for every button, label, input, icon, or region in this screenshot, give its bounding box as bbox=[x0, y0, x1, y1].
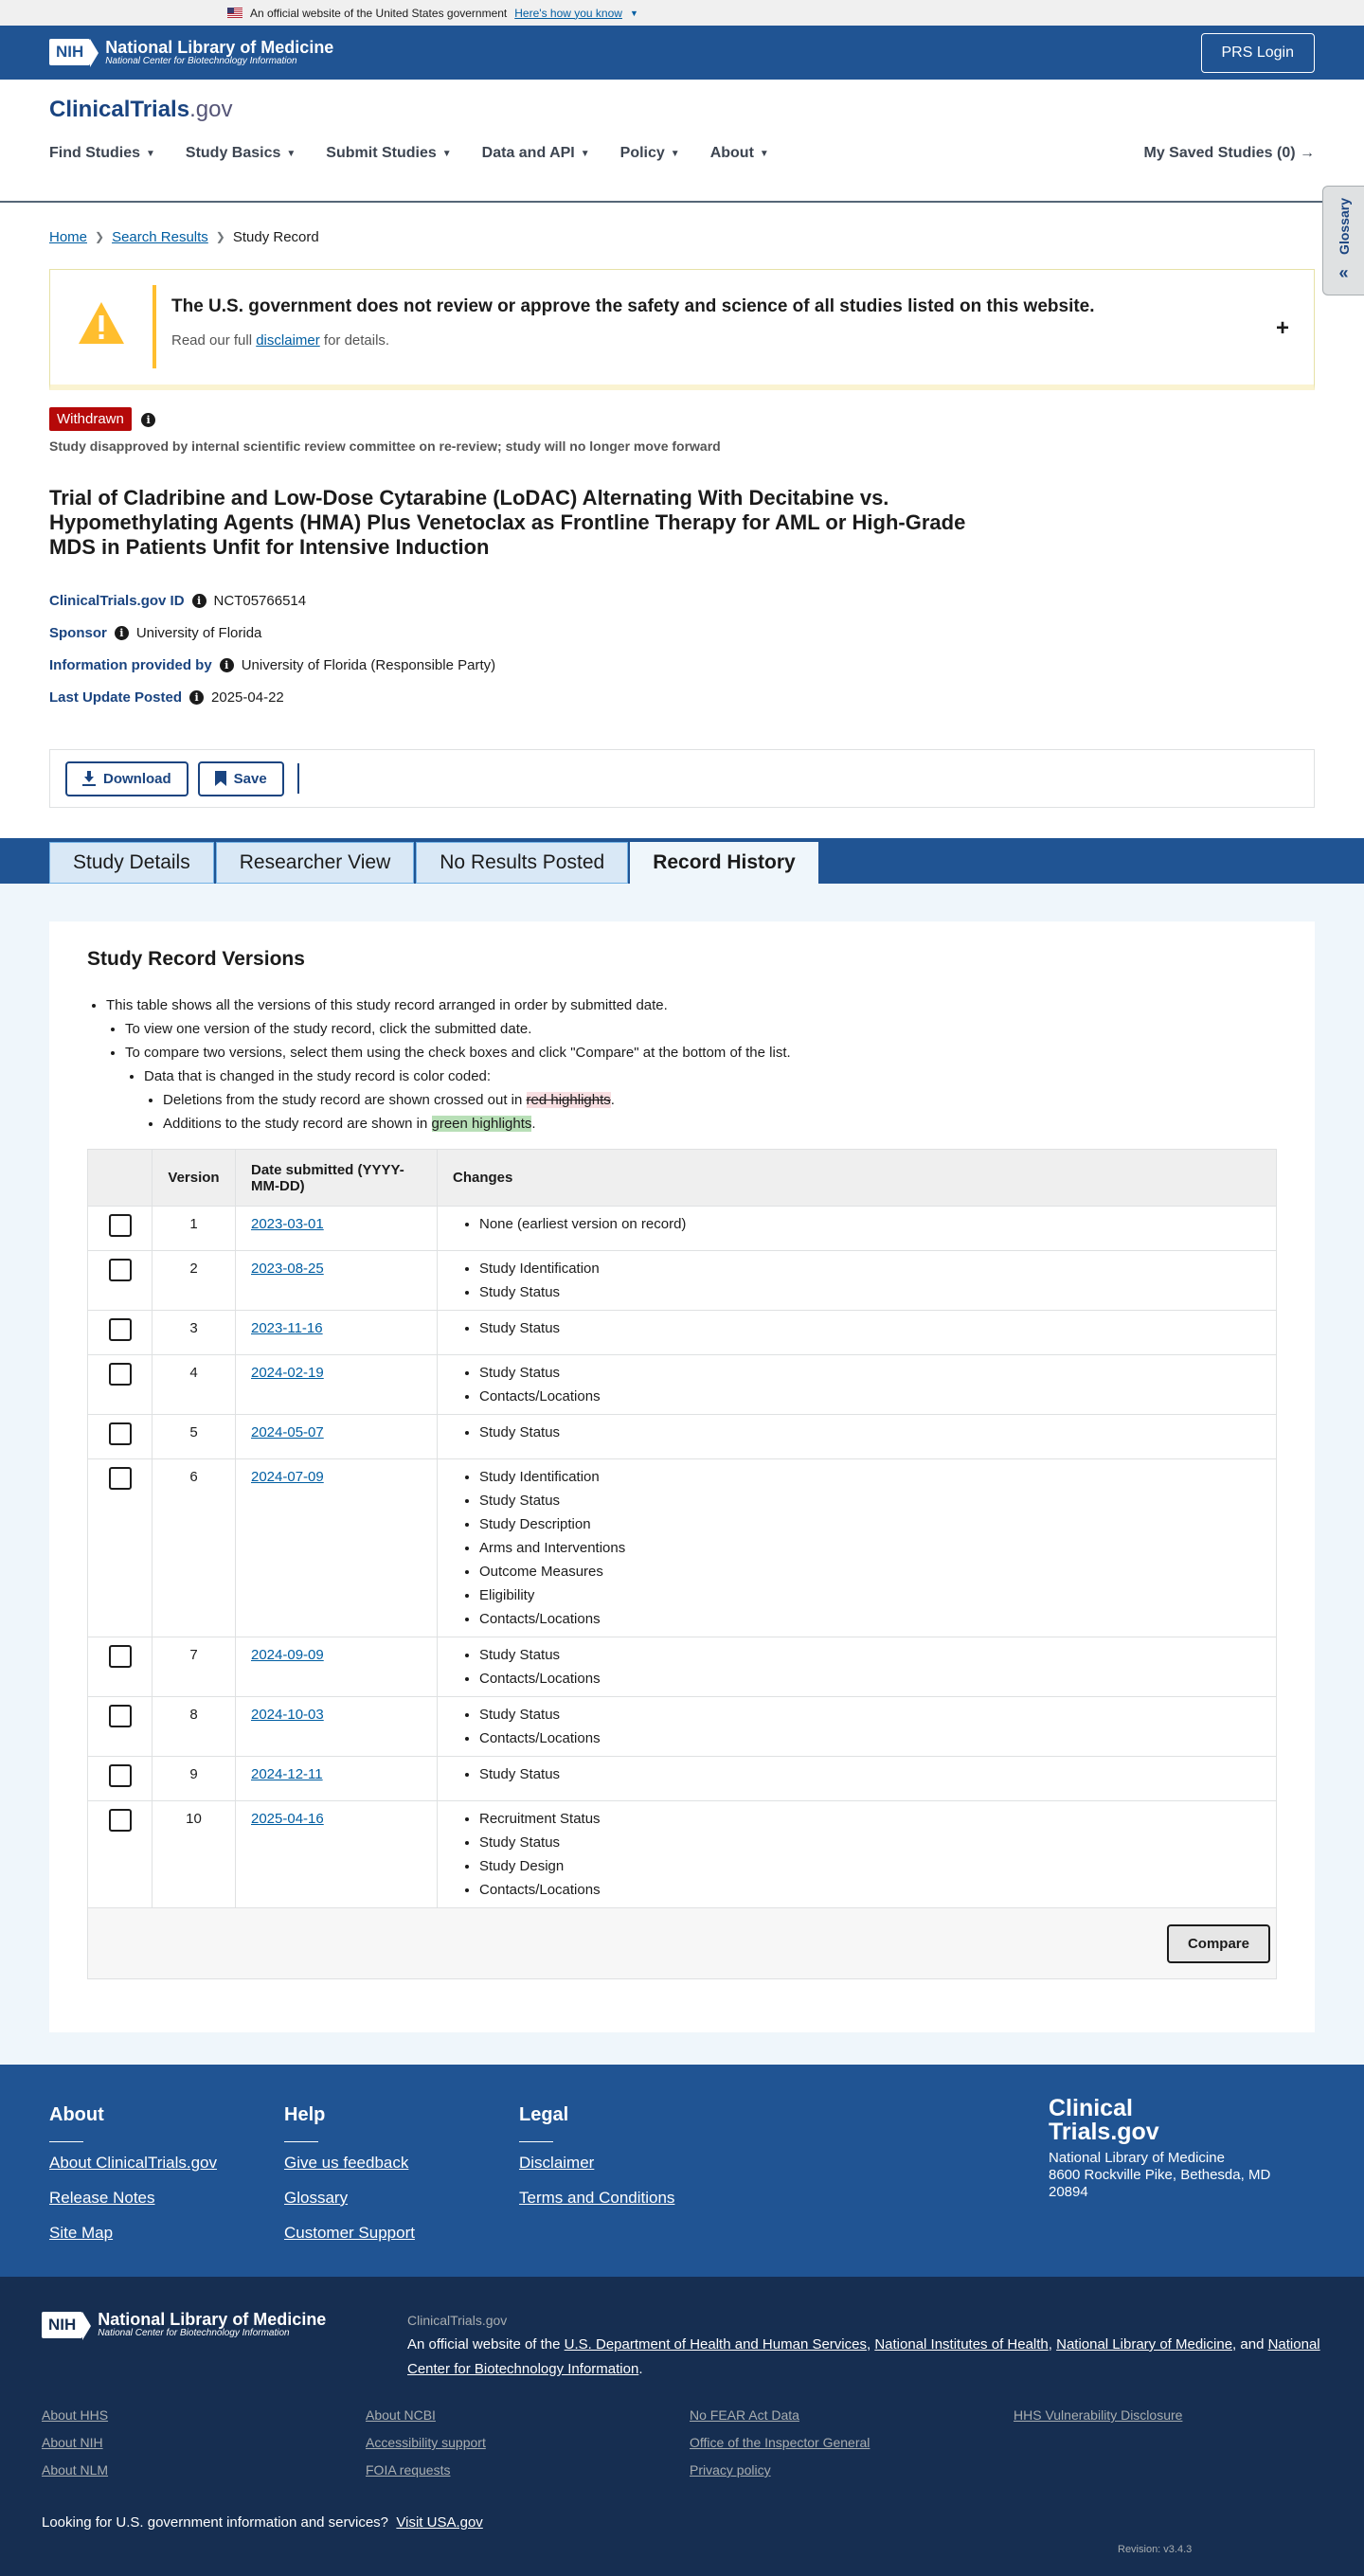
chevron-right-icon: ❯ bbox=[95, 230, 105, 243]
change-item: • Study Identification bbox=[479, 1469, 1261, 1485]
nav-label: Study Basics bbox=[185, 145, 281, 161]
gov-banner-text: An official website of the United States government bbox=[250, 6, 508, 20]
tab-researcher-view[interactable]: Researcher View bbox=[216, 842, 415, 884]
meta-key: Information provided by bbox=[49, 656, 212, 673]
table-row bbox=[88, 1459, 1277, 1637]
version-checkbox[interactable] bbox=[109, 1422, 132, 1445]
footer-link[interactable]: About NIH bbox=[42, 2435, 103, 2450]
table-row bbox=[88, 1697, 1277, 1757]
compare-row bbox=[87, 1908, 1277, 1979]
usa-gov-link[interactable]: Visit USA.gov bbox=[396, 2514, 483, 2531]
breadcrumb-current: Study Record bbox=[232, 228, 319, 245]
footer-column-legal bbox=[519, 2104, 674, 2224]
nlm-title: National Library of Medicine bbox=[105, 37, 334, 57]
coded-text: Data that is changed in the study record is color coded: bbox=[144, 1068, 492, 1084]
change-item: • Study Status bbox=[479, 1647, 1261, 1663]
nav-label: Data and API bbox=[481, 145, 575, 161]
version-date-link[interactable]: 2024-12-11 bbox=[251, 1766, 323, 1782]
nlm-title: National Library of Medicine bbox=[98, 2310, 327, 2329]
nlm-link[interactable]: National Library of Medicine bbox=[1056, 2336, 1233, 2352]
list-item bbox=[106, 997, 1277, 1132]
change-item: • Study Design bbox=[479, 1858, 1261, 1874]
change-item: • Contacts/Locations bbox=[479, 1671, 1261, 1687]
deletion-text: Deletions from the study record are shown crossed out in bbox=[163, 1092, 527, 1108]
compare-text: To compare two versions, select them using the check boxes and click "Compare" at the bottom of the list. bbox=[125, 1045, 791, 1061]
version-column-header: Version bbox=[153, 1150, 236, 1207]
footer-underline bbox=[284, 2141, 318, 2142]
official-pre: An official website of the bbox=[407, 2336, 565, 2352]
date-cell bbox=[236, 1757, 438, 1801]
download-label: Download bbox=[103, 770, 171, 787]
footer-underline bbox=[519, 2141, 553, 2142]
usa-gov-line bbox=[42, 2514, 483, 2531]
version-checkbox[interactable] bbox=[109, 1363, 132, 1386]
info-icon[interactable]: i bbox=[115, 626, 129, 640]
select-cell bbox=[88, 1801, 153, 1908]
info-icon[interactable]: i bbox=[189, 690, 204, 705]
version-number: 4 bbox=[153, 1355, 236, 1415]
saved-label: My Saved Studies (0) bbox=[1143, 145, 1296, 161]
version-number: 5 bbox=[153, 1415, 236, 1459]
alert-body-pre: Read our full bbox=[171, 332, 257, 349]
version-number: 8 bbox=[153, 1697, 236, 1757]
footer-column-title: About bbox=[49, 2104, 104, 2125]
table-header-row bbox=[88, 1150, 1277, 1207]
version-checkbox[interactable] bbox=[109, 1318, 132, 1341]
version-number: 10 bbox=[153, 1801, 236, 1908]
compare-button[interactable]: Compare bbox=[1167, 1924, 1270, 1963]
footer-link[interactable]: FOIA requests bbox=[366, 2462, 451, 2478]
meta-value: University of Florida (Responsible Party) bbox=[241, 656, 496, 673]
footer-logo-line2: Trials.gov bbox=[1049, 2119, 1159, 2145]
list-item: • Deletions from the study record are shown crossed out in red highlights. bbox=[163, 1092, 1277, 1108]
meta-value: University of Florida bbox=[135, 624, 262, 641]
select-cell bbox=[88, 1459, 153, 1637]
nlm-subtitle: National Center for Biotechnology Information bbox=[105, 55, 297, 66]
table-row bbox=[88, 1311, 1277, 1355]
prs-login-button[interactable]: PRS Login bbox=[1201, 33, 1316, 73]
chevron-down-icon: ▼ bbox=[146, 148, 155, 159]
addition-text: Additions to the study record are shown in bbox=[163, 1116, 432, 1132]
change-item: • Study Status bbox=[479, 1320, 1261, 1336]
official-statement: An official website of the U.S. Department of Health and Human Services, National Institutes of Health, National Library of Medicine, and National Center for Biotechnology Information. bbox=[407, 2336, 1320, 2377]
chevron-down-icon: ▼ bbox=[629, 8, 638, 18]
ncbi-link[interactable]: National Center for Biotechnology Information bbox=[407, 2336, 1320, 2377]
select-cell bbox=[88, 1757, 153, 1801]
versions-table-body bbox=[88, 1207, 1277, 1908]
alert-body bbox=[171, 332, 1095, 349]
change-item: • Study Status bbox=[479, 1365, 1261, 1381]
version-date-link[interactable]: 2024-09-09 bbox=[251, 1647, 324, 1663]
footer-link[interactable]: Privacy policy bbox=[690, 2462, 771, 2478]
change-item: • Contacts/Locations bbox=[479, 1730, 1261, 1746]
select-cell bbox=[88, 1311, 153, 1355]
table-row bbox=[88, 1801, 1277, 1908]
nav-label: About bbox=[709, 145, 754, 161]
version-checkbox[interactable] bbox=[109, 1764, 132, 1787]
date-cell bbox=[236, 1251, 438, 1311]
chevron-down-icon: ▼ bbox=[441, 148, 452, 159]
date-cell bbox=[236, 1415, 438, 1459]
gov-banner bbox=[0, 0, 1364, 26]
footer-link[interactable]: Give us feedback bbox=[284, 2154, 409, 2172]
glossary-tab[interactable] bbox=[1322, 186, 1364, 295]
footer-link[interactable]: Accessibility support bbox=[366, 2435, 486, 2450]
meta-value: 2025-04-22 bbox=[211, 689, 284, 706]
footer-column-title: Legal bbox=[519, 2104, 569, 2125]
table-row bbox=[88, 1415, 1277, 1459]
chevron-down-icon: ▼ bbox=[759, 148, 769, 159]
change-item: • Study Status bbox=[479, 1707, 1261, 1723]
versions-heading: Study Record Versions bbox=[87, 948, 305, 970]
version-date-link[interactable]: 2023-11-16 bbox=[251, 1320, 323, 1336]
table-row bbox=[88, 1757, 1277, 1801]
breadcrumb-home[interactable]: Home bbox=[49, 228, 88, 245]
logo-main: ClinicalTrials bbox=[49, 97, 190, 122]
change-item: • Study Description bbox=[479, 1516, 1261, 1532]
changes-cell bbox=[438, 1207, 1277, 1251]
select-cell bbox=[88, 1637, 153, 1697]
meta-value: NCT05766514 bbox=[213, 592, 307, 609]
date-cell bbox=[236, 1355, 438, 1415]
nlm-footer-logo[interactable] bbox=[42, 2311, 326, 2338]
red-highlight-sample: red highlights bbox=[526, 1092, 611, 1108]
change-item: • Study Status bbox=[479, 1766, 1261, 1782]
nlm-header bbox=[0, 26, 1364, 80]
change-item: • Outcome Measures bbox=[479, 1564, 1261, 1580]
download-icon bbox=[82, 771, 96, 786]
study-status bbox=[0, 390, 1364, 454]
nav-about[interactable] bbox=[710, 145, 769, 162]
footer-logo-line1: Clinical bbox=[1049, 2095, 1133, 2121]
tab-record-history[interactable]: Record History bbox=[630, 842, 818, 884]
versions-table bbox=[87, 1149, 1277, 1908]
nav-label: Submit Studies bbox=[326, 145, 437, 161]
version-date-link[interactable]: 2024-02-19 bbox=[251, 1365, 324, 1381]
changes-cell bbox=[438, 1757, 1277, 1801]
changes-cell bbox=[438, 1355, 1277, 1415]
change-item: • Recruitment Status bbox=[479, 1811, 1261, 1827]
my-saved-studies-link[interactable] bbox=[1144, 145, 1316, 162]
footer-link[interactable]: Customer Support bbox=[284, 2224, 415, 2242]
version-checkbox[interactable] bbox=[109, 1705, 132, 1727]
date-cell bbox=[236, 1459, 438, 1637]
footer-link[interactable]: About NCBI bbox=[366, 2407, 436, 2423]
change-item: • None (earliest version on record) bbox=[479, 1216, 1261, 1232]
select-cell bbox=[88, 1207, 153, 1251]
list-item: • To view one version of the study record, click the submitted date. bbox=[125, 1021, 1277, 1037]
hhs-link[interactable]: U.S. Department of Health and Human Services bbox=[564, 2336, 867, 2352]
site-footer bbox=[0, 2065, 1364, 2277]
alert-heading: The U.S. government does not review or approve the safety and science of all studies listed on this website. bbox=[171, 296, 1095, 316]
date-cell bbox=[236, 1311, 438, 1355]
change-item: • Contacts/Locations bbox=[479, 1882, 1261, 1898]
date-cell bbox=[236, 1637, 438, 1697]
heres-how-you-know-link[interactable]: Here's how you know bbox=[514, 6, 622, 20]
revision-text: Revision: v3.4.3 bbox=[1118, 2544, 1193, 2555]
address-line: National Library of Medicine bbox=[1049, 2150, 1225, 2166]
version-checkbox[interactable] bbox=[109, 1467, 132, 1490]
footer-link[interactable]: Site Map bbox=[49, 2224, 114, 2242]
version-number: 3 bbox=[153, 1311, 236, 1355]
nav-policy[interactable] bbox=[620, 145, 680, 162]
info-icon[interactable]: i bbox=[141, 413, 155, 427]
changes-cell bbox=[438, 1251, 1277, 1311]
alert-body-post: for details. bbox=[319, 332, 390, 349]
changes-column-header: Changes bbox=[438, 1150, 1277, 1207]
change-item: • Study Status bbox=[479, 1424, 1261, 1440]
arrow-right-icon: → bbox=[1300, 145, 1315, 161]
change-item: • Study Identification bbox=[479, 1261, 1261, 1277]
changes-cell bbox=[438, 1311, 1277, 1355]
footer-column-title: Help bbox=[284, 2104, 326, 2125]
change-item: • Contacts/Locations bbox=[479, 1611, 1261, 1627]
green-highlight-sample: green highlights bbox=[431, 1116, 532, 1132]
meta-key: Sponsor bbox=[49, 624, 107, 641]
info-icon[interactable]: i bbox=[192, 594, 206, 608]
address-line: 20894 bbox=[1049, 2184, 1088, 2200]
us-flag-icon bbox=[227, 8, 242, 18]
disclaimer-alert bbox=[49, 269, 1315, 390]
table-row bbox=[88, 1637, 1277, 1697]
footer-site-name: ClinicalTrials.gov bbox=[407, 2313, 508, 2328]
table-row bbox=[88, 1207, 1277, 1251]
version-checkbox[interactable] bbox=[109, 1809, 132, 1832]
changes-cell bbox=[438, 1415, 1277, 1459]
date-column-header: Date submitted (YYYY-MM-DD) bbox=[236, 1150, 438, 1207]
address-line: 8600 Rockville Pike, Bethesda, MD bbox=[1049, 2167, 1271, 2183]
date-cell bbox=[236, 1801, 438, 1908]
change-item: • Arms and Interventions bbox=[479, 1540, 1261, 1556]
footer-link[interactable]: Terms and Conditions bbox=[519, 2189, 675, 2207]
date-cell bbox=[236, 1697, 438, 1757]
chevron-down-icon: ▼ bbox=[286, 148, 296, 159]
meta-key: ClinicalTrials.gov ID bbox=[49, 592, 185, 609]
select-cell bbox=[88, 1251, 153, 1311]
changes-cell bbox=[438, 1801, 1277, 1908]
footer-link[interactable]: Disclaimer bbox=[519, 2154, 595, 2172]
divider bbox=[297, 763, 299, 794]
footer-link[interactable]: Office of the Inspector General bbox=[690, 2435, 870, 2450]
nav-label: Find Studies bbox=[49, 145, 140, 161]
usa-pre: Looking for U.S. government information and services? bbox=[42, 2514, 389, 2531]
nav-label: Policy bbox=[619, 145, 665, 161]
bookmark-icon bbox=[215, 771, 226, 786]
nih-link[interactable]: National Institutes of Health bbox=[874, 2336, 1049, 2352]
versions-instructions bbox=[87, 997, 1277, 1132]
empty-cell bbox=[1014, 2435, 1337, 2450]
footer-link[interactable]: About NLM bbox=[42, 2462, 109, 2478]
nlm-subtitle: National Center for Biotechnology Information bbox=[98, 2327, 290, 2338]
meta-key: Last Update Posted bbox=[49, 689, 183, 706]
select-cell bbox=[88, 1697, 153, 1757]
footer-link[interactable]: No FEAR Act Data bbox=[690, 2407, 799, 2423]
download-button[interactable] bbox=[65, 761, 188, 796]
version-checkbox[interactable] bbox=[109, 1645, 132, 1668]
version-checkbox[interactable] bbox=[109, 1214, 132, 1237]
change-item: • Contacts/Locations bbox=[479, 1388, 1261, 1404]
change-item: • Study Status bbox=[479, 1493, 1261, 1509]
version-date-link[interactable]: 2024-10-03 bbox=[251, 1707, 324, 1723]
chevron-down-icon: ▼ bbox=[580, 148, 590, 159]
breadcrumb-search-results[interactable]: Search Results bbox=[112, 228, 208, 245]
status-badge: Withdrawn bbox=[49, 407, 132, 431]
date-cell bbox=[236, 1207, 438, 1251]
changes-cell bbox=[438, 1459, 1277, 1637]
table-row bbox=[88, 1251, 1277, 1311]
change-item: • Study Status bbox=[479, 1834, 1261, 1851]
record-history-content bbox=[0, 884, 1364, 2065]
footer-logo bbox=[1049, 2097, 1270, 2201]
changes-cell bbox=[438, 1637, 1277, 1697]
clinicaltrials-logo[interactable] bbox=[49, 80, 1315, 123]
version-date-link[interactable]: 2025-04-16 bbox=[251, 1811, 324, 1827]
breadcrumb bbox=[0, 203, 1364, 250]
meta-information-provided-by bbox=[49, 649, 1315, 681]
tab-no-results-posted[interactable]: No Results Posted bbox=[416, 842, 628, 884]
meta-sponsor bbox=[49, 617, 1315, 649]
version-number: 6 bbox=[153, 1459, 236, 1637]
footer-link[interactable]: HHS Vulnerability Disclosure bbox=[1014, 2407, 1183, 2423]
meta-nct-id bbox=[49, 584, 1315, 617]
footer-underline bbox=[49, 2141, 83, 2142]
nlm-logo[interactable] bbox=[49, 39, 333, 66]
footer-link[interactable]: About ClinicalTrials.gov bbox=[49, 2154, 217, 2172]
nav-find-studies[interactable] bbox=[49, 145, 155, 162]
select-cell bbox=[88, 1415, 153, 1459]
info-icon[interactable]: i bbox=[220, 658, 234, 672]
nih-logo-icon: NIH bbox=[49, 39, 90, 65]
select-cell bbox=[88, 1355, 153, 1415]
version-number: 9 bbox=[153, 1757, 236, 1801]
chevron-right-icon: ❯ bbox=[215, 230, 225, 243]
save-label: Save bbox=[233, 770, 267, 787]
save-button[interactable] bbox=[198, 761, 284, 796]
version-number: 1 bbox=[153, 1207, 236, 1251]
version-date-link[interactable]: 2023-03-01 bbox=[251, 1216, 324, 1232]
nav-data-and-api[interactable] bbox=[482, 145, 590, 162]
version-date-link[interactable]: 2023-08-25 bbox=[251, 1261, 324, 1277]
action-bar bbox=[49, 749, 1315, 808]
logo-suffix: .gov bbox=[189, 97, 233, 122]
version-number: 2 bbox=[153, 1251, 236, 1311]
tab-study-details[interactable]: Study Details bbox=[49, 842, 214, 884]
double-chevron-left-icon: « bbox=[1338, 263, 1349, 283]
version-number: 7 bbox=[153, 1637, 236, 1697]
warning-icon bbox=[50, 270, 153, 346]
list-item bbox=[125, 1045, 1277, 1132]
nlm-footer bbox=[0, 2277, 1364, 2576]
footer-bottom-links bbox=[42, 2407, 1322, 2478]
glossary-label: Glossary bbox=[1336, 197, 1352, 255]
status-note: Study disapproved by internal scientific review committee on re-review; study will no longer move forward bbox=[49, 438, 721, 454]
meta-last-update-posted bbox=[49, 681, 1315, 713]
site-header bbox=[0, 80, 1364, 203]
version-date-link[interactable]: 2024-07-09 bbox=[251, 1469, 324, 1485]
nih-logo-icon: NIH bbox=[42, 2312, 82, 2338]
nav-submit-studies[interactable] bbox=[326, 145, 451, 162]
study-meta bbox=[0, 560, 1364, 713]
version-date-link[interactable]: 2024-05-07 bbox=[251, 1424, 324, 1440]
intro-text: This table shows all the versions of this study record arranged in order by submitted date. bbox=[106, 997, 668, 1013]
list-item bbox=[144, 1068, 1277, 1132]
expand-plus-icon[interactable]: + bbox=[1275, 315, 1289, 341]
footer-address bbox=[1049, 2150, 1270, 2201]
footer-link[interactable]: Release Notes bbox=[49, 2189, 155, 2207]
list-item: • Additions to the study record are shown in green highlights. bbox=[163, 1116, 1277, 1132]
main-nav bbox=[49, 134, 1315, 172]
nav-study-basics[interactable] bbox=[186, 145, 296, 162]
version-checkbox[interactable] bbox=[109, 1259, 132, 1281]
versions-card bbox=[49, 921, 1315, 2032]
footer-link[interactable]: Glossary bbox=[284, 2189, 349, 2207]
table-row bbox=[88, 1355, 1277, 1415]
study-title: Trial of Cladribine and Low-Dose Cytarabine (LoDAC) Alternating With Decitabine vs. Hypomethylating Agents (HMA) Plus Venetoclax as Frontline Therapy for AML or High-Grade MDS in Patients Unfit for Intensive Induction bbox=[49, 486, 966, 559]
changes-cell bbox=[438, 1697, 1277, 1757]
study-tabs bbox=[0, 838, 1364, 884]
official-website-text bbox=[407, 2308, 1322, 2382]
select-column-header bbox=[88, 1150, 153, 1207]
disclaimer-link[interactable]: disclaimer bbox=[256, 332, 320, 349]
footer-link[interactable]: About HHS bbox=[42, 2407, 109, 2423]
chevron-down-icon: ▼ bbox=[670, 148, 680, 159]
footer-column-help bbox=[284, 2104, 415, 2259]
change-item: • Study Status bbox=[479, 1284, 1261, 1300]
footer-column-about bbox=[49, 2104, 217, 2259]
change-item: • Eligibility bbox=[479, 1587, 1261, 1603]
